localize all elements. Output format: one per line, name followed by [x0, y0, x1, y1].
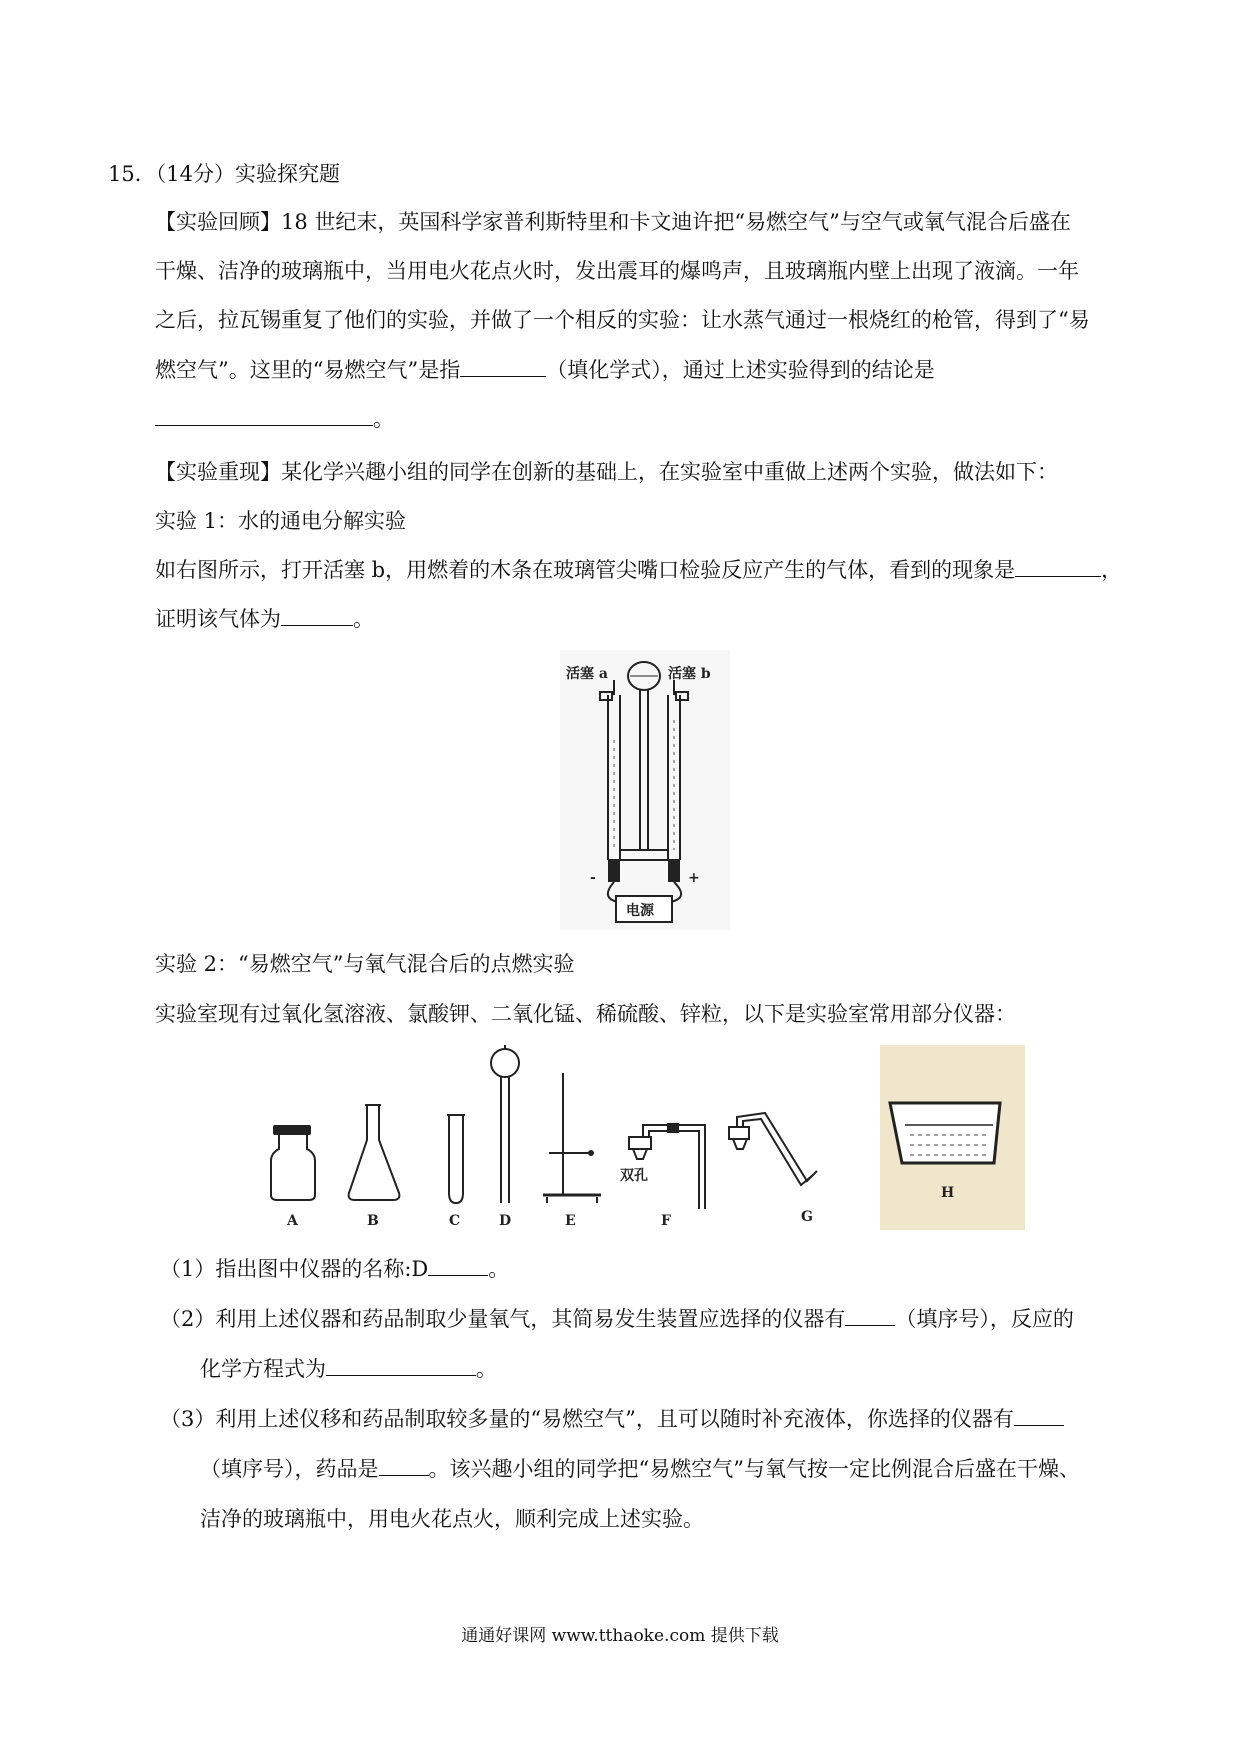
reproduce-intro: 【实验重现】某化学兴趣小组的同学在创新的基础上，在实验室中重做上述两个实验，做法如下：: [155, 460, 1058, 484]
lab-instruments-figure: [265, 1045, 1025, 1230]
sub-question-3-text-b: （填序号），药品是: [200, 1457, 379, 1481]
experiment-1-line-1-text: 如右图所示，打开活塞 b，用燃着的木条在玻璃管尖嘴口检验反应产生的气体，看到的现象是: [155, 558, 1016, 582]
experiment-1-line-1-end: ，: [1101, 558, 1123, 582]
instrument-a-gas-jar: [271, 1125, 315, 1200]
sub-question-3-text-c: 。该兴趣小组的同学把“易燃空气”与氧气按一定比例混合后盛在干燥、: [428, 1457, 1080, 1481]
negative-terminal-label: -: [590, 870, 596, 886]
sub-question-3-line-1: [160, 1405, 1064, 1433]
experiment-1-line-2-text: 证明该气体为: [155, 607, 281, 631]
answer-blank-oxygen-apparatus[interactable]: [845, 1305, 895, 1326]
instrument-e-iron-stand: [543, 1073, 601, 1203]
answer-blank-gas[interactable]: [281, 605, 353, 626]
review-line-4: [155, 356, 935, 384]
sub-question-1: [160, 1255, 509, 1283]
experiment-1-title: 实验 1：水的通电分解实验: [155, 509, 407, 533]
answer-blank-conclusion[interactable]: [155, 405, 373, 426]
instrument-label-h: H: [941, 1185, 955, 1201]
positive-terminal-label: +: [688, 870, 700, 886]
sub-question-3-line-2: [200, 1455, 1080, 1483]
instrument-d-thistle-funnel: [491, 1045, 519, 1203]
instrument-label-d: D: [499, 1213, 512, 1229]
sub-question-2-text-d: 。: [476, 1357, 497, 1381]
sub-question-3-text-a: （3）利用上述仪移和药品制取较多量的“易燃空气”，且可以随时补充液体，你选择的仪器有: [160, 1407, 1014, 1431]
page-footer: 通通好课网 www.tthaoke.com 提供下载: [461, 1626, 779, 1646]
instrument-b-conical-flask: [349, 1105, 400, 1200]
review-line-4-text-b: （填化学式），通过上述实验得到的结论是: [546, 358, 935, 382]
instrument-label-b: B: [367, 1213, 379, 1229]
experiment-1-line-2: [155, 605, 374, 633]
review-line-4-text-a: 燃空气”。这里的“易燃空气”是指: [155, 358, 461, 382]
sub-question-2-line-1: [160, 1305, 1074, 1333]
stopcock-b-label: 活塞 b: [668, 666, 711, 682]
sub-question-2-text-a: （2）利用上述仪器和药品制取少量氧气，其简易发生装置应选择的仪器有: [160, 1307, 846, 1331]
sub-question-2-text-b: （填序号），反应的: [895, 1307, 1074, 1331]
answer-blank-formula[interactable]: [460, 356, 546, 377]
experiment-1-line-1: [155, 556, 1122, 584]
instrument-h-water-trough: [890, 1103, 1000, 1163]
answer-blank-reagents[interactable]: [379, 1455, 429, 1476]
sub-question-1-text: （1）指出图中仪器的名称:D: [160, 1257, 429, 1281]
review-line-3: 之后，拉瓦锡重复了他们的实验，并做了一个相反的实验：让水蒸气通过一根烧红的枪管，得到了“易: [155, 308, 1090, 332]
review-line-2: 干燥、洁净的玻璃瓶中，当用电火花点火时，发出震耳的爆鸣声，且玻璃瓶内壁上出现了液滴。一年: [155, 259, 1079, 283]
experiment-1-line-2-end: 。: [353, 607, 374, 631]
instrument-label-a: A: [287, 1213, 298, 1229]
electrolysis-apparatus-figure: [560, 650, 730, 930]
review-line-5: [155, 405, 394, 433]
instrument-c-test-tube: [447, 1115, 465, 1203]
experiment-2-materials: 实验室现有过氧化氢溶液、氯酸钾、二氧化锰、稀硫酸、锌粒，以下是实验室常用部分仪器：: [155, 1002, 1016, 1026]
power-supply-label: 电源: [626, 903, 654, 919]
answer-blank-hydrogen-apparatus[interactable]: [1014, 1405, 1064, 1426]
stopcock-a-label: 活塞 a: [566, 666, 608, 682]
instrument-g-stopper-angled-tube: [729, 1113, 817, 1185]
instrument-label-c: C: [449, 1213, 461, 1229]
sub-question-1-end: 。: [488, 1257, 510, 1281]
experiment-2-title: 实验 2：“易燃空气”与氧气混合后的点燃实验: [155, 952, 575, 976]
instrument-label-g: G: [801, 1209, 813, 1225]
question-header: 15．（14分）实验探究题: [108, 162, 340, 186]
double-hole-label: 双孔: [620, 1168, 648, 1184]
answer-blank-instrument-d[interactable]: [428, 1255, 488, 1276]
answer-blank-oxygen-equation[interactable]: [326, 1355, 476, 1376]
instrument-label-f: F: [661, 1213, 671, 1229]
answer-blank-phenomenon[interactable]: [1015, 556, 1101, 577]
review-line-1: 【实验回顾】18 世纪末，英国科学家普利斯特里和卡文迪许把“易燃空气”与空气或氧气混合后盛在: [155, 210, 1071, 234]
review-line-5-end: 。: [373, 407, 394, 431]
sub-question-3-line-3: 洁净的玻璃瓶中，用电火花点火，顺利完成上述实验。: [200, 1507, 704, 1531]
sub-question-2-text-c: 化学方程式为: [200, 1357, 326, 1381]
sub-question-2-line-2: [200, 1355, 497, 1383]
instrument-label-e: E: [565, 1213, 576, 1229]
instrument-f-stopper-tube: [620, 1123, 705, 1209]
